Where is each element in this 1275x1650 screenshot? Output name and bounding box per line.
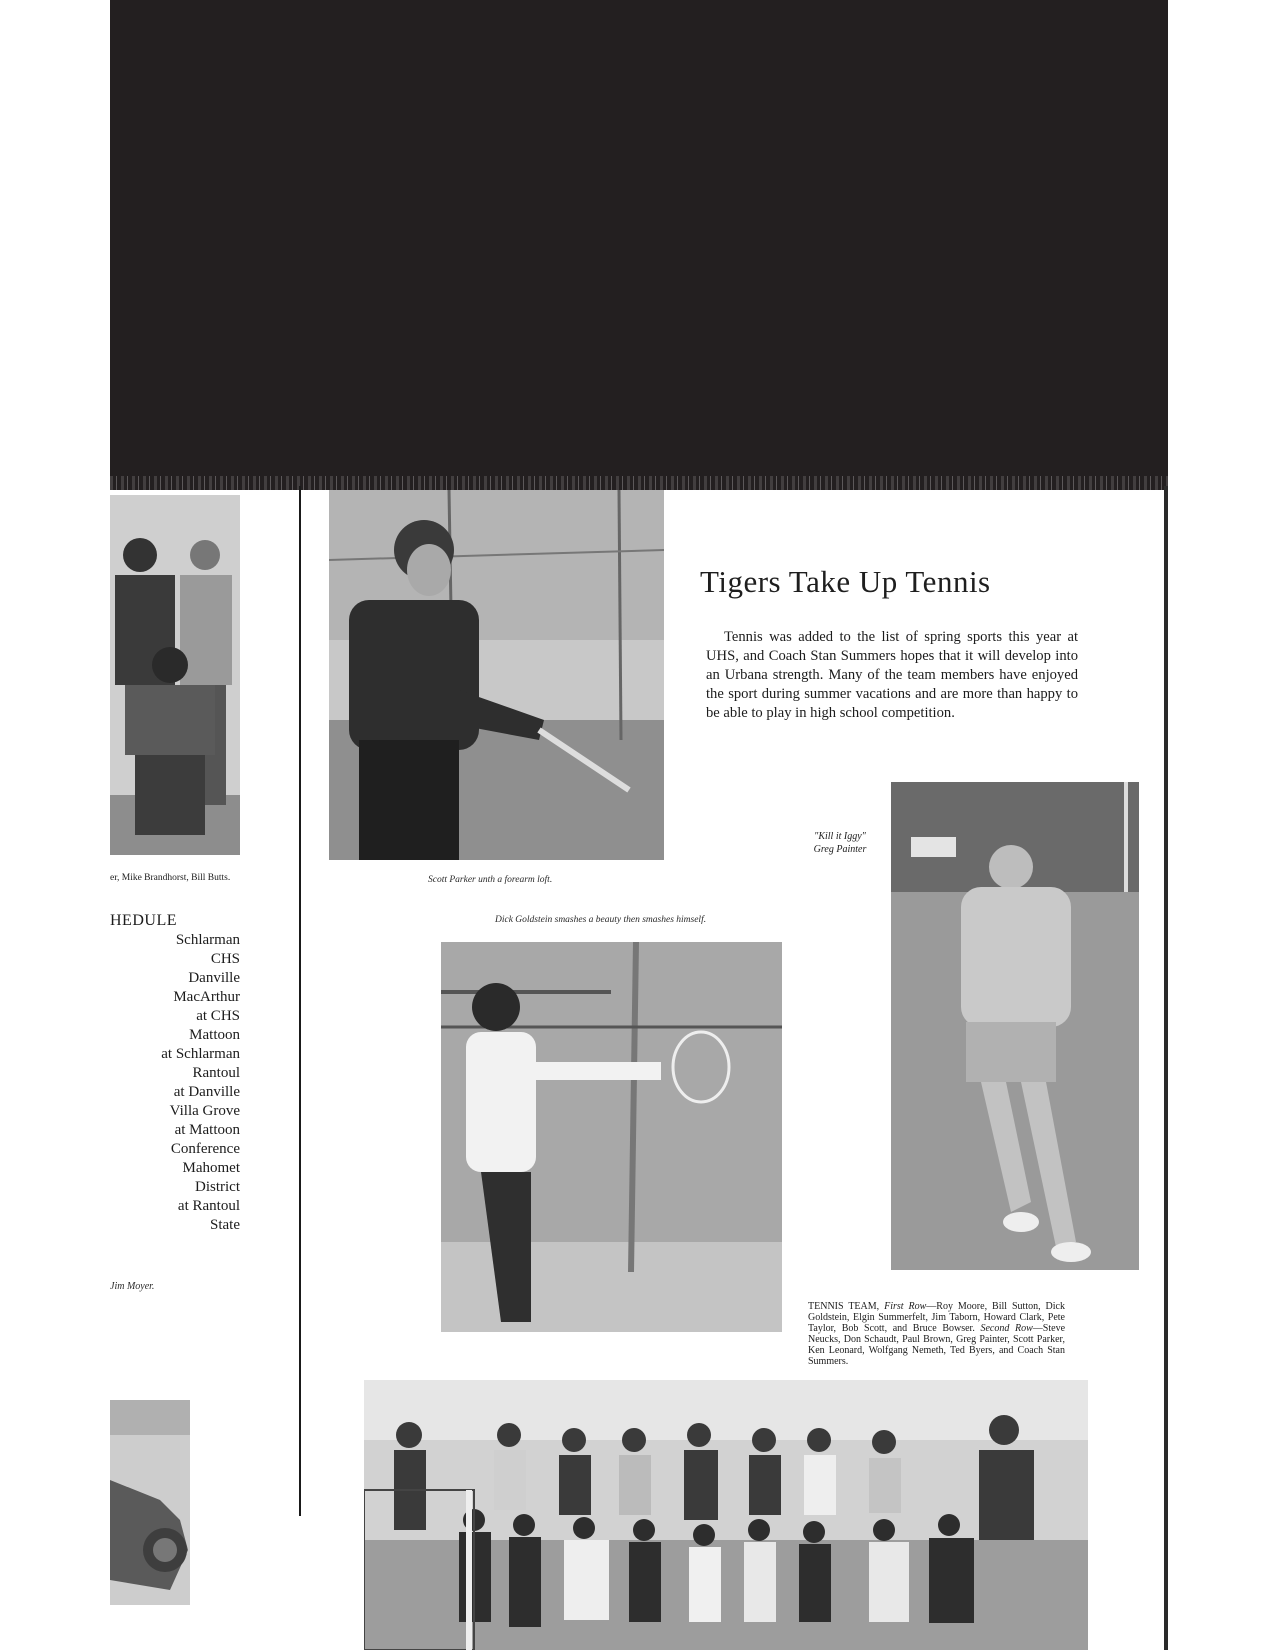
schedule-item: MacArthur xyxy=(173,989,240,1005)
page-gutter-line xyxy=(299,486,301,1516)
schedule-item: at Rantoul xyxy=(177,1198,240,1214)
schedule-item: District xyxy=(195,1179,240,1195)
photo-tennis-team xyxy=(364,1380,1088,1650)
schedule-item: at Mattoon xyxy=(174,1122,240,1138)
left-photo-caption: er, Mike Brandhorst, Bill Butts. xyxy=(110,873,231,883)
team-caption xyxy=(808,1301,1065,1367)
photo-greg-painter xyxy=(891,782,1139,1270)
dick-goldstein-caption: Dick Goldstein smashes a beauty then smashes himself. xyxy=(495,915,707,925)
schedule-item: Danville xyxy=(188,970,240,986)
schedule-item: Villa Grove xyxy=(169,1103,240,1119)
team-caption-lead: TENNIS TEAM, xyxy=(808,1301,880,1312)
team-caption-second-row-label: Second Row xyxy=(980,1323,1033,1334)
schedule-item: Mattoon xyxy=(189,1027,240,1043)
photo-dick-goldstein xyxy=(441,942,782,1332)
scott-parker-caption: Scott Parker unth a forearm loft. xyxy=(428,875,553,885)
schedule-heading: HEDULE xyxy=(110,912,177,929)
schedule-item: at Schlarman xyxy=(161,1046,240,1062)
team-caption-first-row-label: First Row xyxy=(884,1301,927,1312)
schedule-item: CHS xyxy=(210,951,240,967)
schedule-item: State xyxy=(210,1217,240,1233)
page-right-border xyxy=(1164,486,1168,1650)
photo-left-bottom xyxy=(110,1400,190,1605)
schedule-item: Schlarman xyxy=(175,932,240,948)
greg-painter-caption xyxy=(790,830,890,856)
team-caption-first-row: —Roy Moore, Bill Sutton, Dick Goldstein, Elgin Summerfelt, Jim Taborn, Howard Clark, Pete Taylor, Bob Scott, and Bruce Bowser. xyxy=(808,1301,1065,1334)
schedule-item: Conference xyxy=(170,1141,240,1157)
photo-left-group xyxy=(110,495,240,855)
schedule-item: at CHS xyxy=(196,1008,240,1024)
article-body: Tennis was added to the list of spring sports this year at UHS, and Coach Stan Summers hopes that it will develop into an Urbana strength. Many of the team members have enjoyed the sport during summer vacations and are more than happy to be able to play in high school competition. xyxy=(706,629,1078,721)
article-title: Tigers Take Up Tennis xyxy=(700,564,991,599)
photo-scott-parker xyxy=(329,490,664,860)
schedule-item: at Danville xyxy=(173,1084,240,1100)
team-caption-second-row: —Steve Neucks, Don Schaudt, Paul Brown, Greg Painter, Scott Parker, Ken Leonard, Wolfgang Nemeth, Ted Byers, and Coach Stan Summers. xyxy=(808,1323,1066,1367)
greg-painter-caption-quote: "Kill it Iggy" xyxy=(814,831,866,842)
jim-moyer-caption: Jim Moyer. xyxy=(110,1281,155,1292)
greg-painter-caption-name: Greg Painter xyxy=(813,844,867,855)
dark-scan-band xyxy=(110,0,1168,490)
schedule-item: Mahomet xyxy=(182,1160,240,1176)
schedule-list xyxy=(110,931,240,1235)
schedule-item: Rantoul xyxy=(192,1065,240,1081)
page-top-edge xyxy=(110,476,1168,490)
